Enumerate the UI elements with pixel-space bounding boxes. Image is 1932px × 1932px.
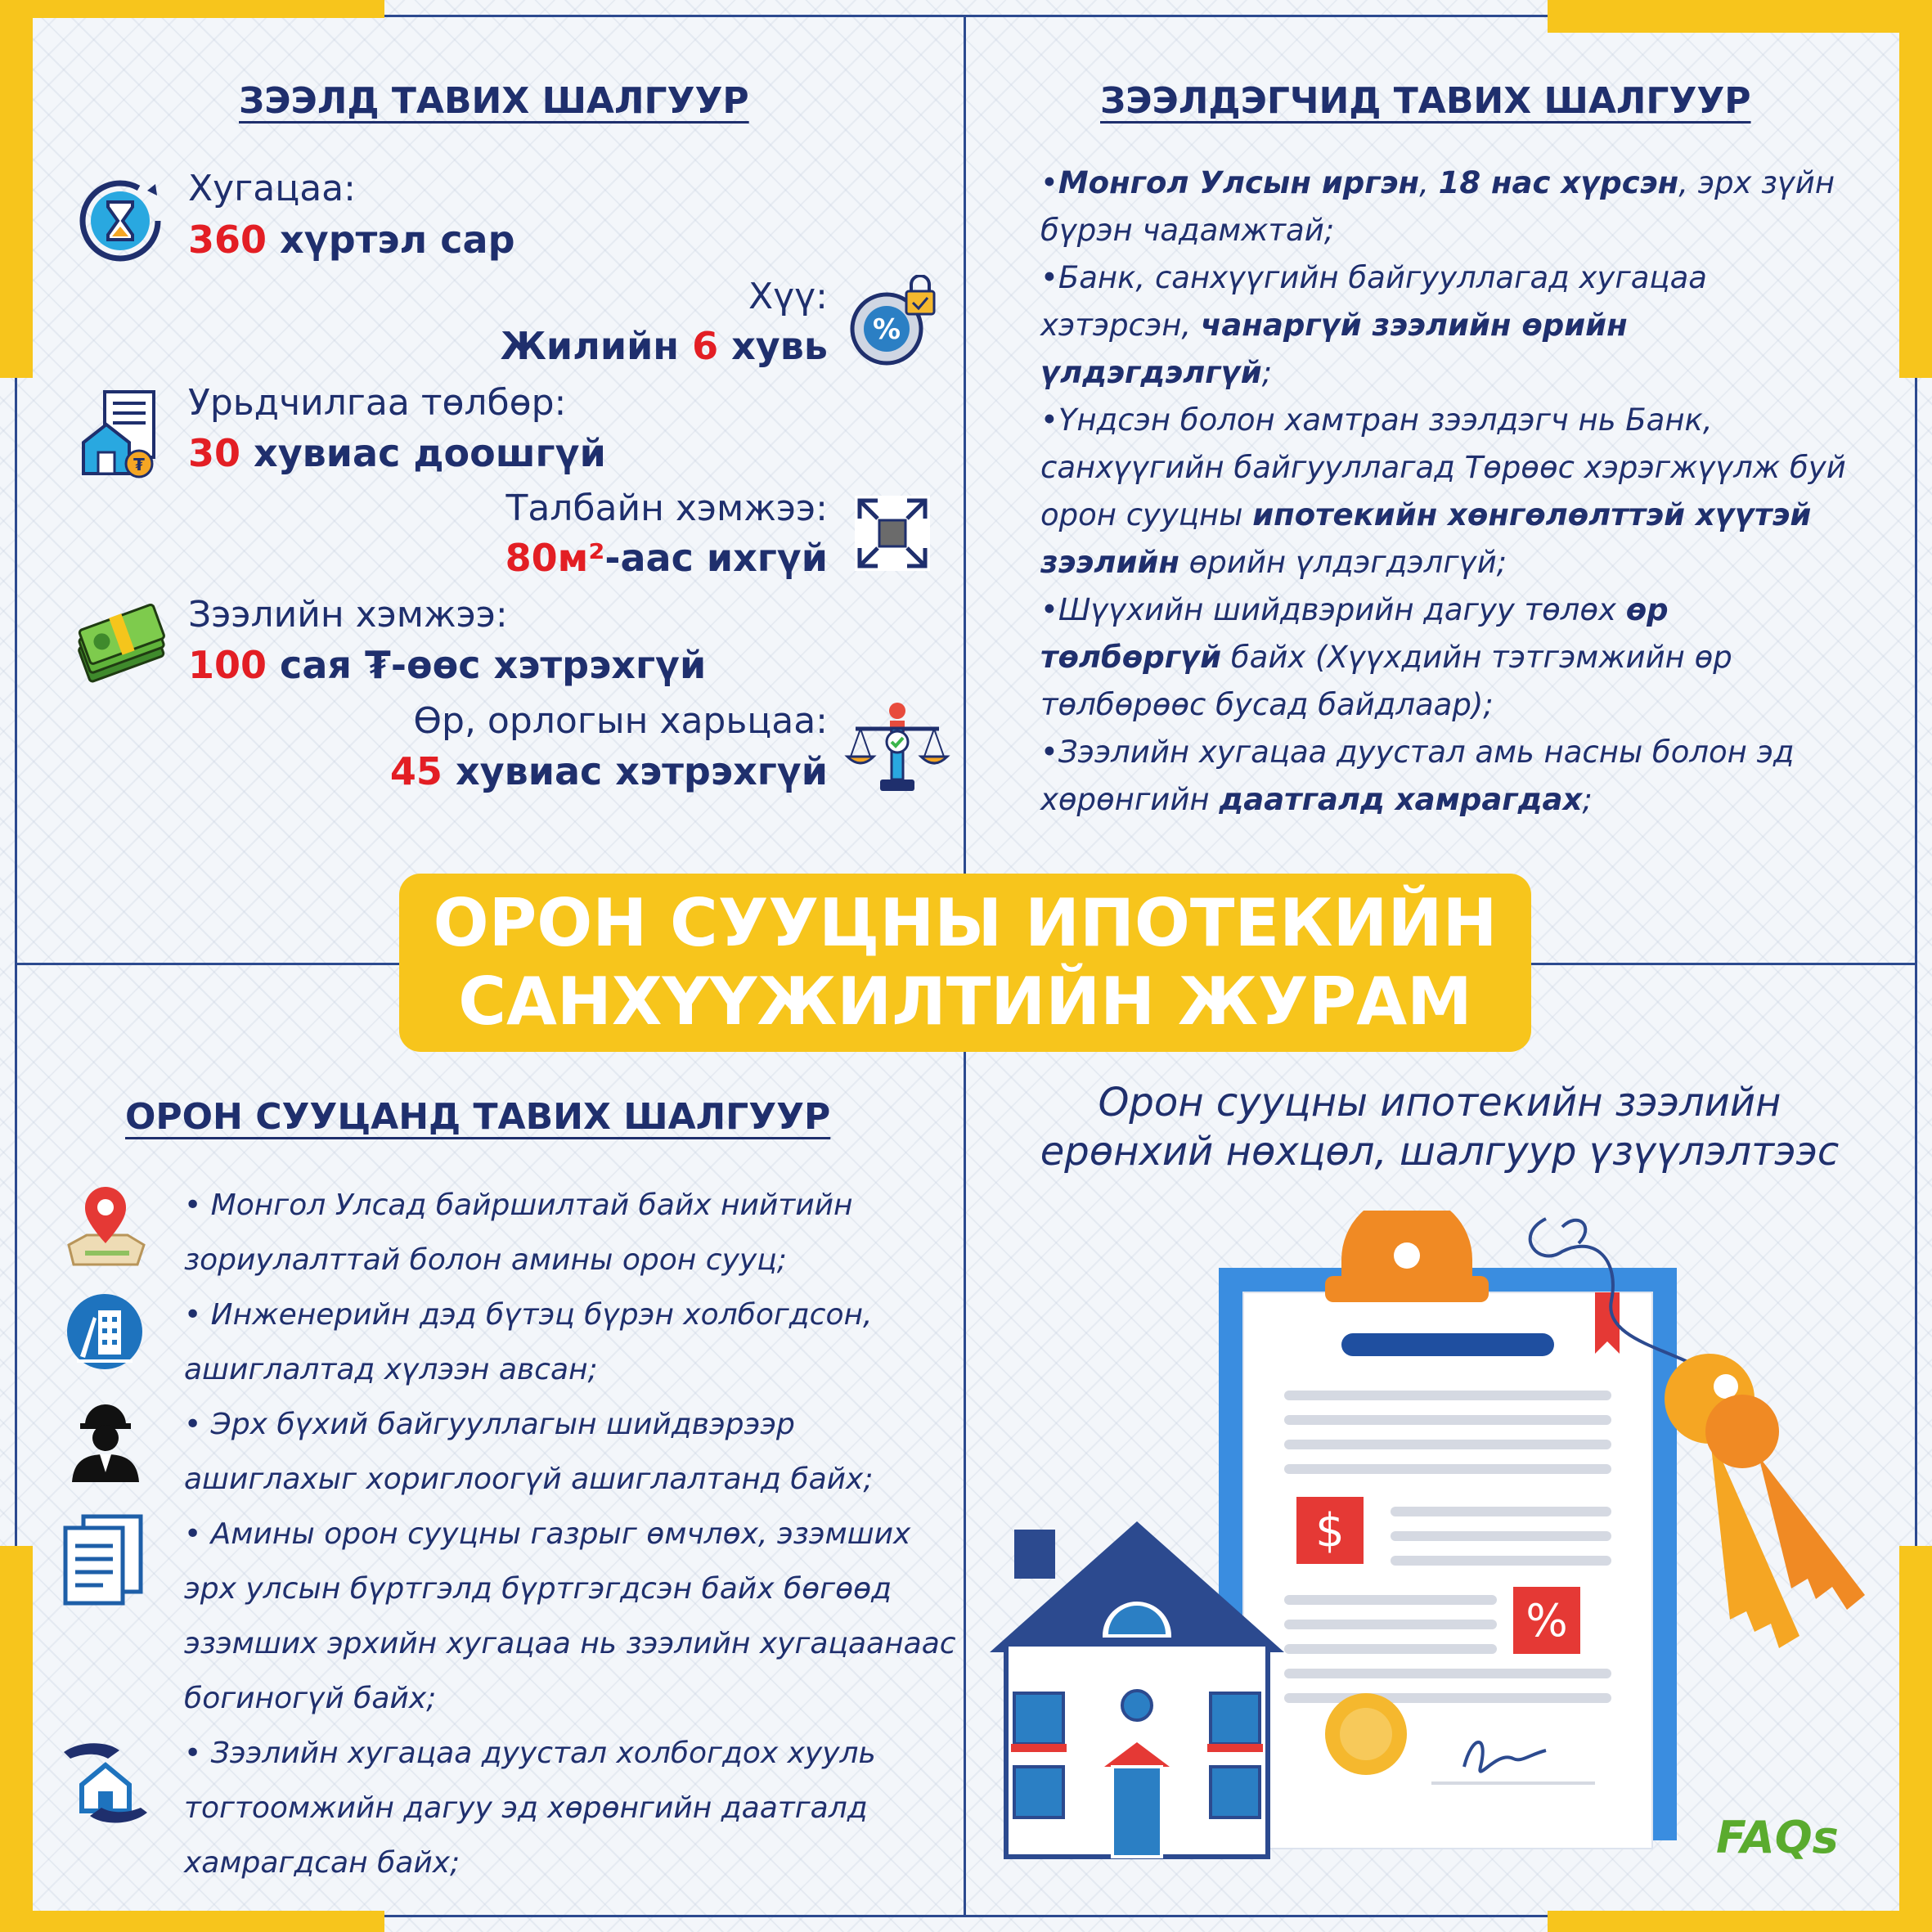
subtitle-line-2: ерөнхий нөхцөл, шалгуур үзүүлэлтээс [1040,1129,1840,1175]
loan-amount-unit: сая ₮-өөс хэтрэхгүй [267,643,707,687]
corner-accent [1899,1546,1932,1932]
dti-number: 45 [389,749,443,793]
housing-item: • Монгол Улсад байршилтай байх нийтийн зориулалттай болон амины орон сууц; [184,1188,853,1277]
corner-accent [1548,1911,1932,1932]
loan-amount-value [188,643,706,687]
dti-value [390,749,828,793]
dti-label: Өр, орлогын харьцаа: [413,700,828,742]
interest-value [501,324,828,368]
housing-item: • Инженерийн дэд бүтэц бүрэн холбогдсон, ашиглалтад хүлээн авсан; [184,1298,873,1386]
percent-symbol: % [1525,1595,1568,1647]
term-unit: хүртэл сар [267,218,515,262]
borrower-item: •Банк, санхүүгийн байгууллагад хугацаа хэтэрсэн, чанаргүй зээлийн өрийн үлдэгдэлгүй; [1040,260,1707,390]
housing-item: • Эрх бүхий байгууллагын шийдвэрээр ашиглахыг хориглоогүй ашиглалтанд байх; [184,1408,874,1496]
faqs-label: FAQs [1716,1812,1839,1863]
banner-line-2: САНХҮҮЖИЛТИЙН ЖУРАМ [458,964,1472,1040]
hourglass-clock-icon [75,176,165,266]
percent-lock-icon [847,275,939,366]
engineer-person-icon [67,1397,144,1484]
mortgage-illustration [973,1211,1881,1865]
term-number: 360 [188,218,267,262]
banner-line-1: ОРОН СУУЦНЫ ИПОТЕКИЙН [433,885,1498,961]
term-value [188,218,515,262]
down-payment-value [188,431,606,475]
area-value [505,536,828,580]
housing-criteria-title: ОРОН СУУЦАНД ТАВИХ ШАЛГУУР [125,1096,831,1138]
documents-icon [62,1513,144,1606]
borrower-item: •Шүүхийн шийдвэрийн дагуу төлөх өр төлбөргүй байх (Хүүхдийн тэтгэмжийн өр төлбөрөөс бусад байдлаар); [1040,592,1732,722]
dti-unit: хувиас хэтрэхгүй [442,749,828,793]
interest-prefix: Жилийн [500,324,693,368]
corner-accent [0,0,384,18]
expand-area-icon [853,494,932,573]
term-label: Хугацаа: [188,168,356,209]
corner-accent [1899,0,1932,378]
svg-text:%: % [872,313,901,346]
borrower-criteria-list [1040,160,1858,824]
house-insurance-icon [57,1734,154,1831]
engineering-icon [65,1292,144,1371]
house-document-icon [80,389,162,479]
corner-accent [0,1546,33,1932]
corner-accent [0,0,33,378]
borrower-item: •Зээлийн хугацаа дуустал амь насны болон эд хөрөнгийн даатгалд хамрагдах; [1040,735,1795,817]
subtitle-line-1: Орон сууцны ипотекийн зээлийн [1098,1080,1781,1126]
down-payment-unit: хувиас доошгүй [240,431,606,475]
balance-scale-icon [844,699,950,796]
interest-unit: хувь [718,324,828,368]
loan-criteria-title: ЗЭЭЛД ТАВИХ ШАЛГУУР [239,80,749,122]
corner-accent [1548,0,1932,33]
housing-item: • Зээлийн хугацаа дуустал холбогдох хууль тогтоомжийн дагуу эд хөрөнгийн даатгалд хамрагдсан байх; [184,1737,876,1880]
money-stack-icon [70,601,168,683]
borrower-criteria-title: ЗЭЭЛДЭГЧИД ТАВИХ ШАЛГУУР [1100,80,1751,122]
loan-amount-number: 100 [188,643,267,687]
housing-criteria-list [184,1178,961,1890]
subtitle [982,1078,1898,1176]
main-title-banner [399,874,1531,1052]
loan-amount-label: Зээлийн хэмжээ: [188,594,508,636]
area-number: 80м² [505,536,605,580]
interest-number: 6 [692,324,719,368]
corner-accent [0,1911,384,1932]
down-payment-label: Урьдчилгаа төлбөр: [188,382,567,424]
area-unit: -аас ихгүй [604,536,828,580]
dollar-symbol: $ [1315,1504,1345,1557]
svg-text:₮: ₮ [133,455,145,474]
down-payment-number: 30 [188,431,241,475]
housing-item: • Амины орон сууцны газрыг өмчлөх, эзэмших эрх улсын бүртгэлд бүртгэгдсэн байх бөгөөд эзэмших эрхийн хугацаа нь зээлийн хугацаанаас богиногүй байх; [184,1517,956,1715]
interest-label: Хүү: [748,276,828,317]
area-label: Талбайн хэмжээ: [505,487,828,529]
borrower-item: •Монгол Улсын иргэн, 18 нас хүрсэн, эрх зүйн бүрэн чадамжтай; [1040,165,1835,248]
map-pin-icon [62,1184,149,1269]
borrower-item: •Үндсэн болон хамтран зээлдэгч нь Банк, санхүүгийн байгууллагад Төрөөс хэрэгжүүлж буй орон сууцны ипотекийн хөнгөлөлттэй хүүтэй зээлийн өрийн үлдэгдэлгүй; [1040,402,1846,580]
